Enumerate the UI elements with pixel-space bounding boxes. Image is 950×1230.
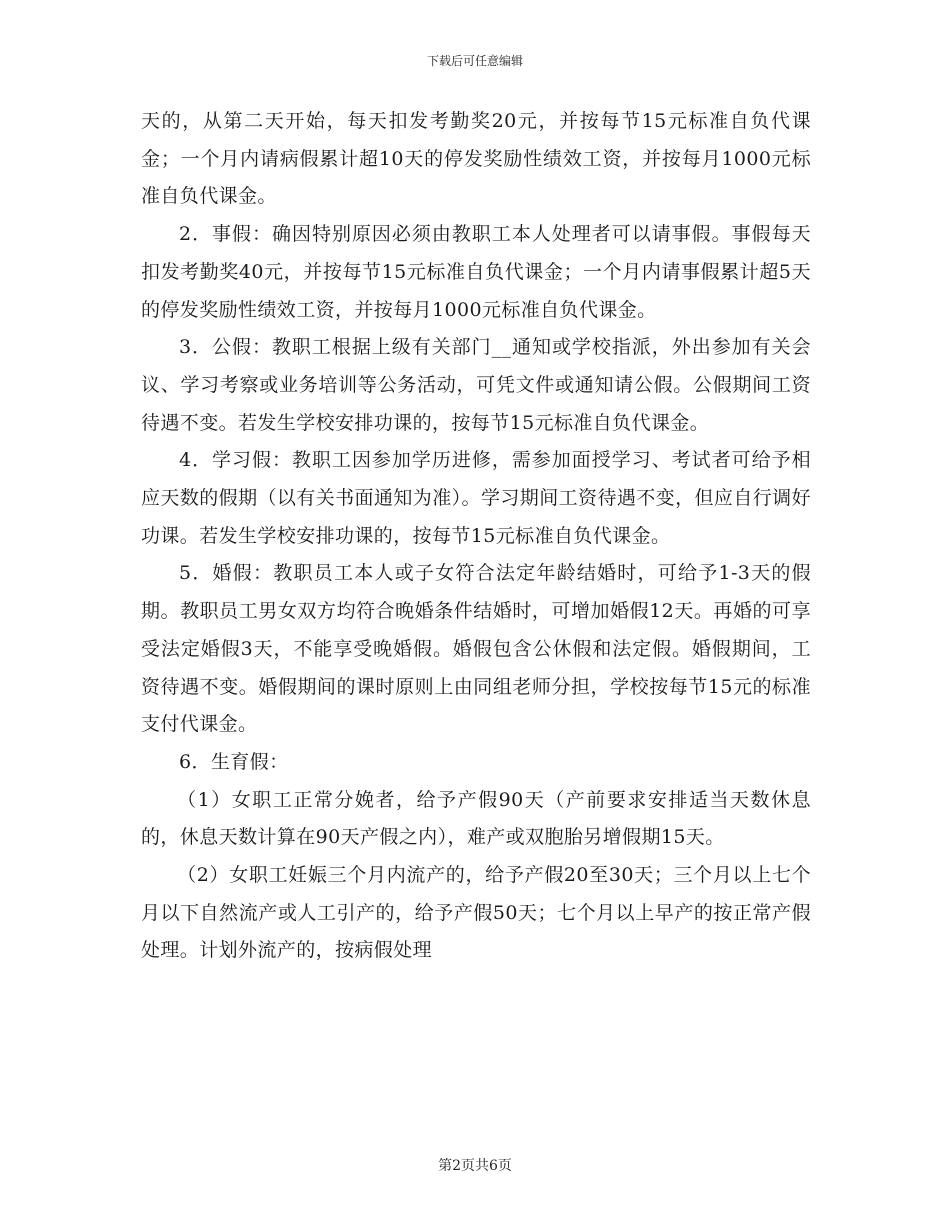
document-body [141, 103, 811, 970]
paragraph-maternity-item-1: （1）女职工正常分娩者，给予产假90天（产前要求安排适当天数休息的，休息天数计算在90天产假之内），难产或双胞胎另增假期15天。 [141, 788, 811, 849]
paragraph-marriage-leave: 5．婚假：教职员工本人或子女符合法定年龄结婚时，可给予1-3天的假期。教职员工男女双方均符合晚婚条件结婚时，可增加婚假12天。再婚的可享受法定婚假3天，不能享受晚婚假。婚假包含公休假和法定假。婚假期间，工资待遇不变。婚假期间的课时原则上由同组老师分担，学校按每节15元的标准支付代课金。 [141, 562, 811, 736]
paragraph-maternity-item-2: （2）女职工妊娠三个月内流产的，给予产假20至30天；三个月以上七个月以下自然流产或人工引产的，给予产假50天；七个月以上早产的按正常产假处理。计划外流产的，按病假处理 [141, 864, 811, 962]
paragraph-personal-leave: 2．事假：确因特别原因必须由教职工本人处理者可以请事假。事假每天扣发考勤奖40元，并按每节15元标准自负代课金；一个月内请事假累计超5天的停发奖励性绩效工资，并按每月1000元标准自负代课金。 [141, 223, 811, 321]
paragraph-official-leave: 3．公假：教职工根据上级有关部门__通知或学校指派，外出参加有关会议、学习考察或业务培训等公务活动，可凭文件或通知请公假。公假期间工资待遇不变。若发生学校安排功课的，按每节15元标准自负代课金。 [141, 336, 811, 434]
paragraph-sick-leave-continued: 天的，从第二天开始，每天扣发考勤奖20元，并按每节15元标准自负代课金；一个月内请病假累计超10天的停发奖励性绩效工资，并按每月1000元标准自负代课金。 [141, 110, 811, 208]
paragraph-study-leave: 4．学习假：教职工因参加学历进修，需参加面授学习、考试者可给予相应天数的假期（以有关书面通知为准）。学习期间工资待遇不变，但应自行调好功课。若发生学校安排功课的，按每节15元标准自负代课金。 [141, 449, 811, 547]
page-number-footer: 第2页共6页 [438, 1158, 512, 1174]
paragraph-maternity-heading: 6．生育假： [179, 750, 289, 773]
page-header-note: 下载后可任意编辑 [426, 54, 523, 68]
